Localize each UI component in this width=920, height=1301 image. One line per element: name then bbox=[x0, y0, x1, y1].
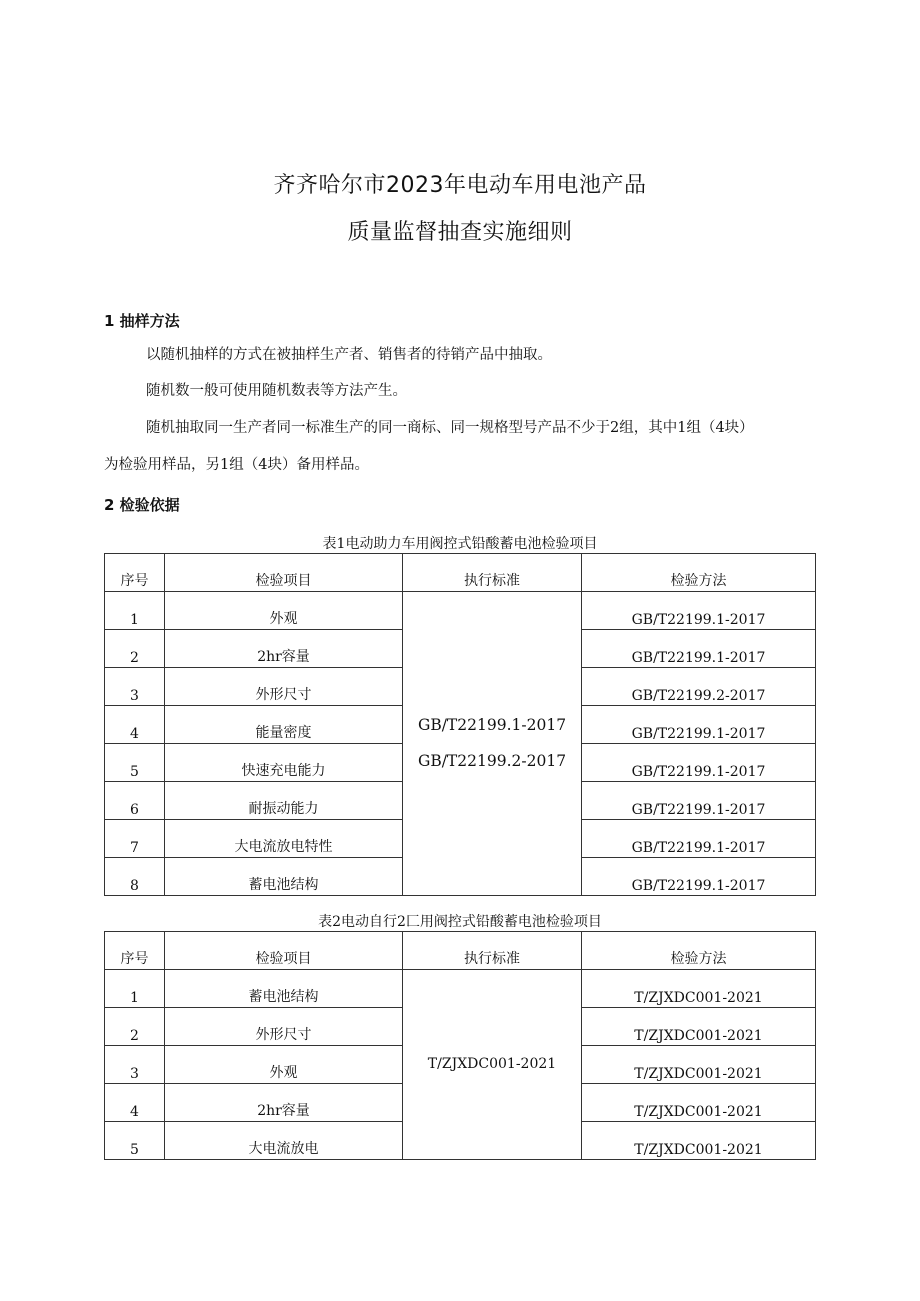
table2-caption: 表2电动自行2匚用阀控式铅酸蓄电池检验项目 bbox=[318, 914, 602, 930]
row-method: T/ZJXDC001-2021 bbox=[582, 970, 816, 1008]
section1-paragraph-3-line1: 随机抽取同一生产者同一标准生产的同一商标、同一规格型号产品不少于2组，其中1组（4块） bbox=[146, 420, 754, 436]
table2-header-no: 序号 bbox=[105, 932, 165, 970]
table1 bbox=[104, 553, 816, 896]
row-method: GB/T22199.1-2017 bbox=[582, 744, 816, 782]
row-method: GB/T22199.1-2017 bbox=[582, 592, 816, 630]
table1-standard-line2: GB/T22199.2-2017 bbox=[417, 752, 567, 770]
row-method: GB/T22199.1-2017 bbox=[582, 782, 816, 820]
table2 bbox=[104, 931, 816, 1160]
row-number: 4 bbox=[105, 706, 165, 744]
row-item: 外观 bbox=[165, 592, 403, 630]
row-number: 4 bbox=[105, 1084, 165, 1122]
row-method: GB/T22199.1-2017 bbox=[582, 858, 816, 896]
table1-header-no: 序号 bbox=[105, 554, 165, 592]
row-item: 大电流放电 bbox=[165, 1122, 403, 1160]
table2-header-standard: 执行标准 bbox=[403, 932, 582, 970]
row-number: 2 bbox=[105, 630, 165, 668]
row-number: 1 bbox=[105, 592, 165, 630]
row-method: T/ZJXDC001-2021 bbox=[582, 1084, 816, 1122]
table2-header-row bbox=[105, 932, 816, 970]
section1-heading: 1 抽样方法 bbox=[104, 312, 180, 330]
row-item: 能量密度 bbox=[165, 706, 403, 744]
row-number: 3 bbox=[105, 668, 165, 706]
table-row bbox=[105, 970, 816, 1008]
section2-heading: 2 检验依据 bbox=[104, 496, 180, 514]
document-title-line2: 质量监督抽查实施细则 bbox=[347, 220, 573, 245]
row-item: 蓄电池结构 bbox=[165, 970, 403, 1008]
row-item: 耐振动能力 bbox=[165, 782, 403, 820]
section1-paragraph-3-line2: 为检验用样品，另1组（4块）备用样品。 bbox=[104, 457, 369, 473]
row-item: 快速充电能力 bbox=[165, 744, 403, 782]
row-number: 8 bbox=[105, 858, 165, 896]
row-number: 5 bbox=[105, 1122, 165, 1160]
table1-header-item: 检验项目 bbox=[165, 554, 403, 592]
row-method: T/ZJXDC001-2021 bbox=[582, 1046, 816, 1084]
document-title-line1: 齐齐哈尔市2023年电动车用电池产品 bbox=[273, 173, 647, 198]
row-item: 蓄电池结构 bbox=[165, 858, 403, 896]
table2-header-item: 检验项目 bbox=[165, 932, 403, 970]
table1-header-row bbox=[105, 554, 816, 592]
row-number: 2 bbox=[105, 1008, 165, 1046]
section1-paragraph-1: 以随机抽样的方式在被抽样生产者、销售者的待销产品中抽取。 bbox=[146, 347, 552, 363]
row-method: T/ZJXDC001-2021 bbox=[582, 1008, 816, 1046]
table1-standard-cell bbox=[403, 592, 582, 896]
table1-standard-line1: GB/T22199.1-2017 bbox=[417, 716, 567, 734]
row-method: GB/T22199.1-2017 bbox=[582, 820, 816, 858]
row-item: 外形尺寸 bbox=[165, 668, 403, 706]
table2-header-method: 检验方法 bbox=[582, 932, 816, 970]
table-row bbox=[105, 592, 816, 630]
row-item: 大电流放电特性 bbox=[165, 820, 403, 858]
row-method: GB/T22199.1-2017 bbox=[582, 630, 816, 668]
row-method: T/ZJXDC001-2021 bbox=[582, 1122, 816, 1160]
row-item: 外观 bbox=[165, 1046, 403, 1084]
row-number: 1 bbox=[105, 970, 165, 1008]
row-method: GB/T22199.1-2017 bbox=[582, 706, 816, 744]
table1-caption: 表1电动助力车用阀控式铅酸蓄电池检验项目 bbox=[322, 536, 598, 552]
table2-standard-cell: T/ZJXDC001-2021 bbox=[403, 970, 582, 1160]
row-number: 3 bbox=[105, 1046, 165, 1084]
row-item: 外形尺寸 bbox=[165, 1008, 403, 1046]
table1-header-method: 检验方法 bbox=[582, 554, 816, 592]
row-number: 7 bbox=[105, 820, 165, 858]
row-number: 5 bbox=[105, 744, 165, 782]
row-method: GB/T22199.2-2017 bbox=[582, 668, 816, 706]
row-number: 6 bbox=[105, 782, 165, 820]
row-item: 2hr容量 bbox=[165, 630, 403, 668]
section1-paragraph-2: 随机数一般可使用随机数表等方法产生。 bbox=[146, 383, 407, 399]
table1-header-standard: 执行标准 bbox=[403, 554, 582, 592]
row-item: 2hr容量 bbox=[165, 1084, 403, 1122]
